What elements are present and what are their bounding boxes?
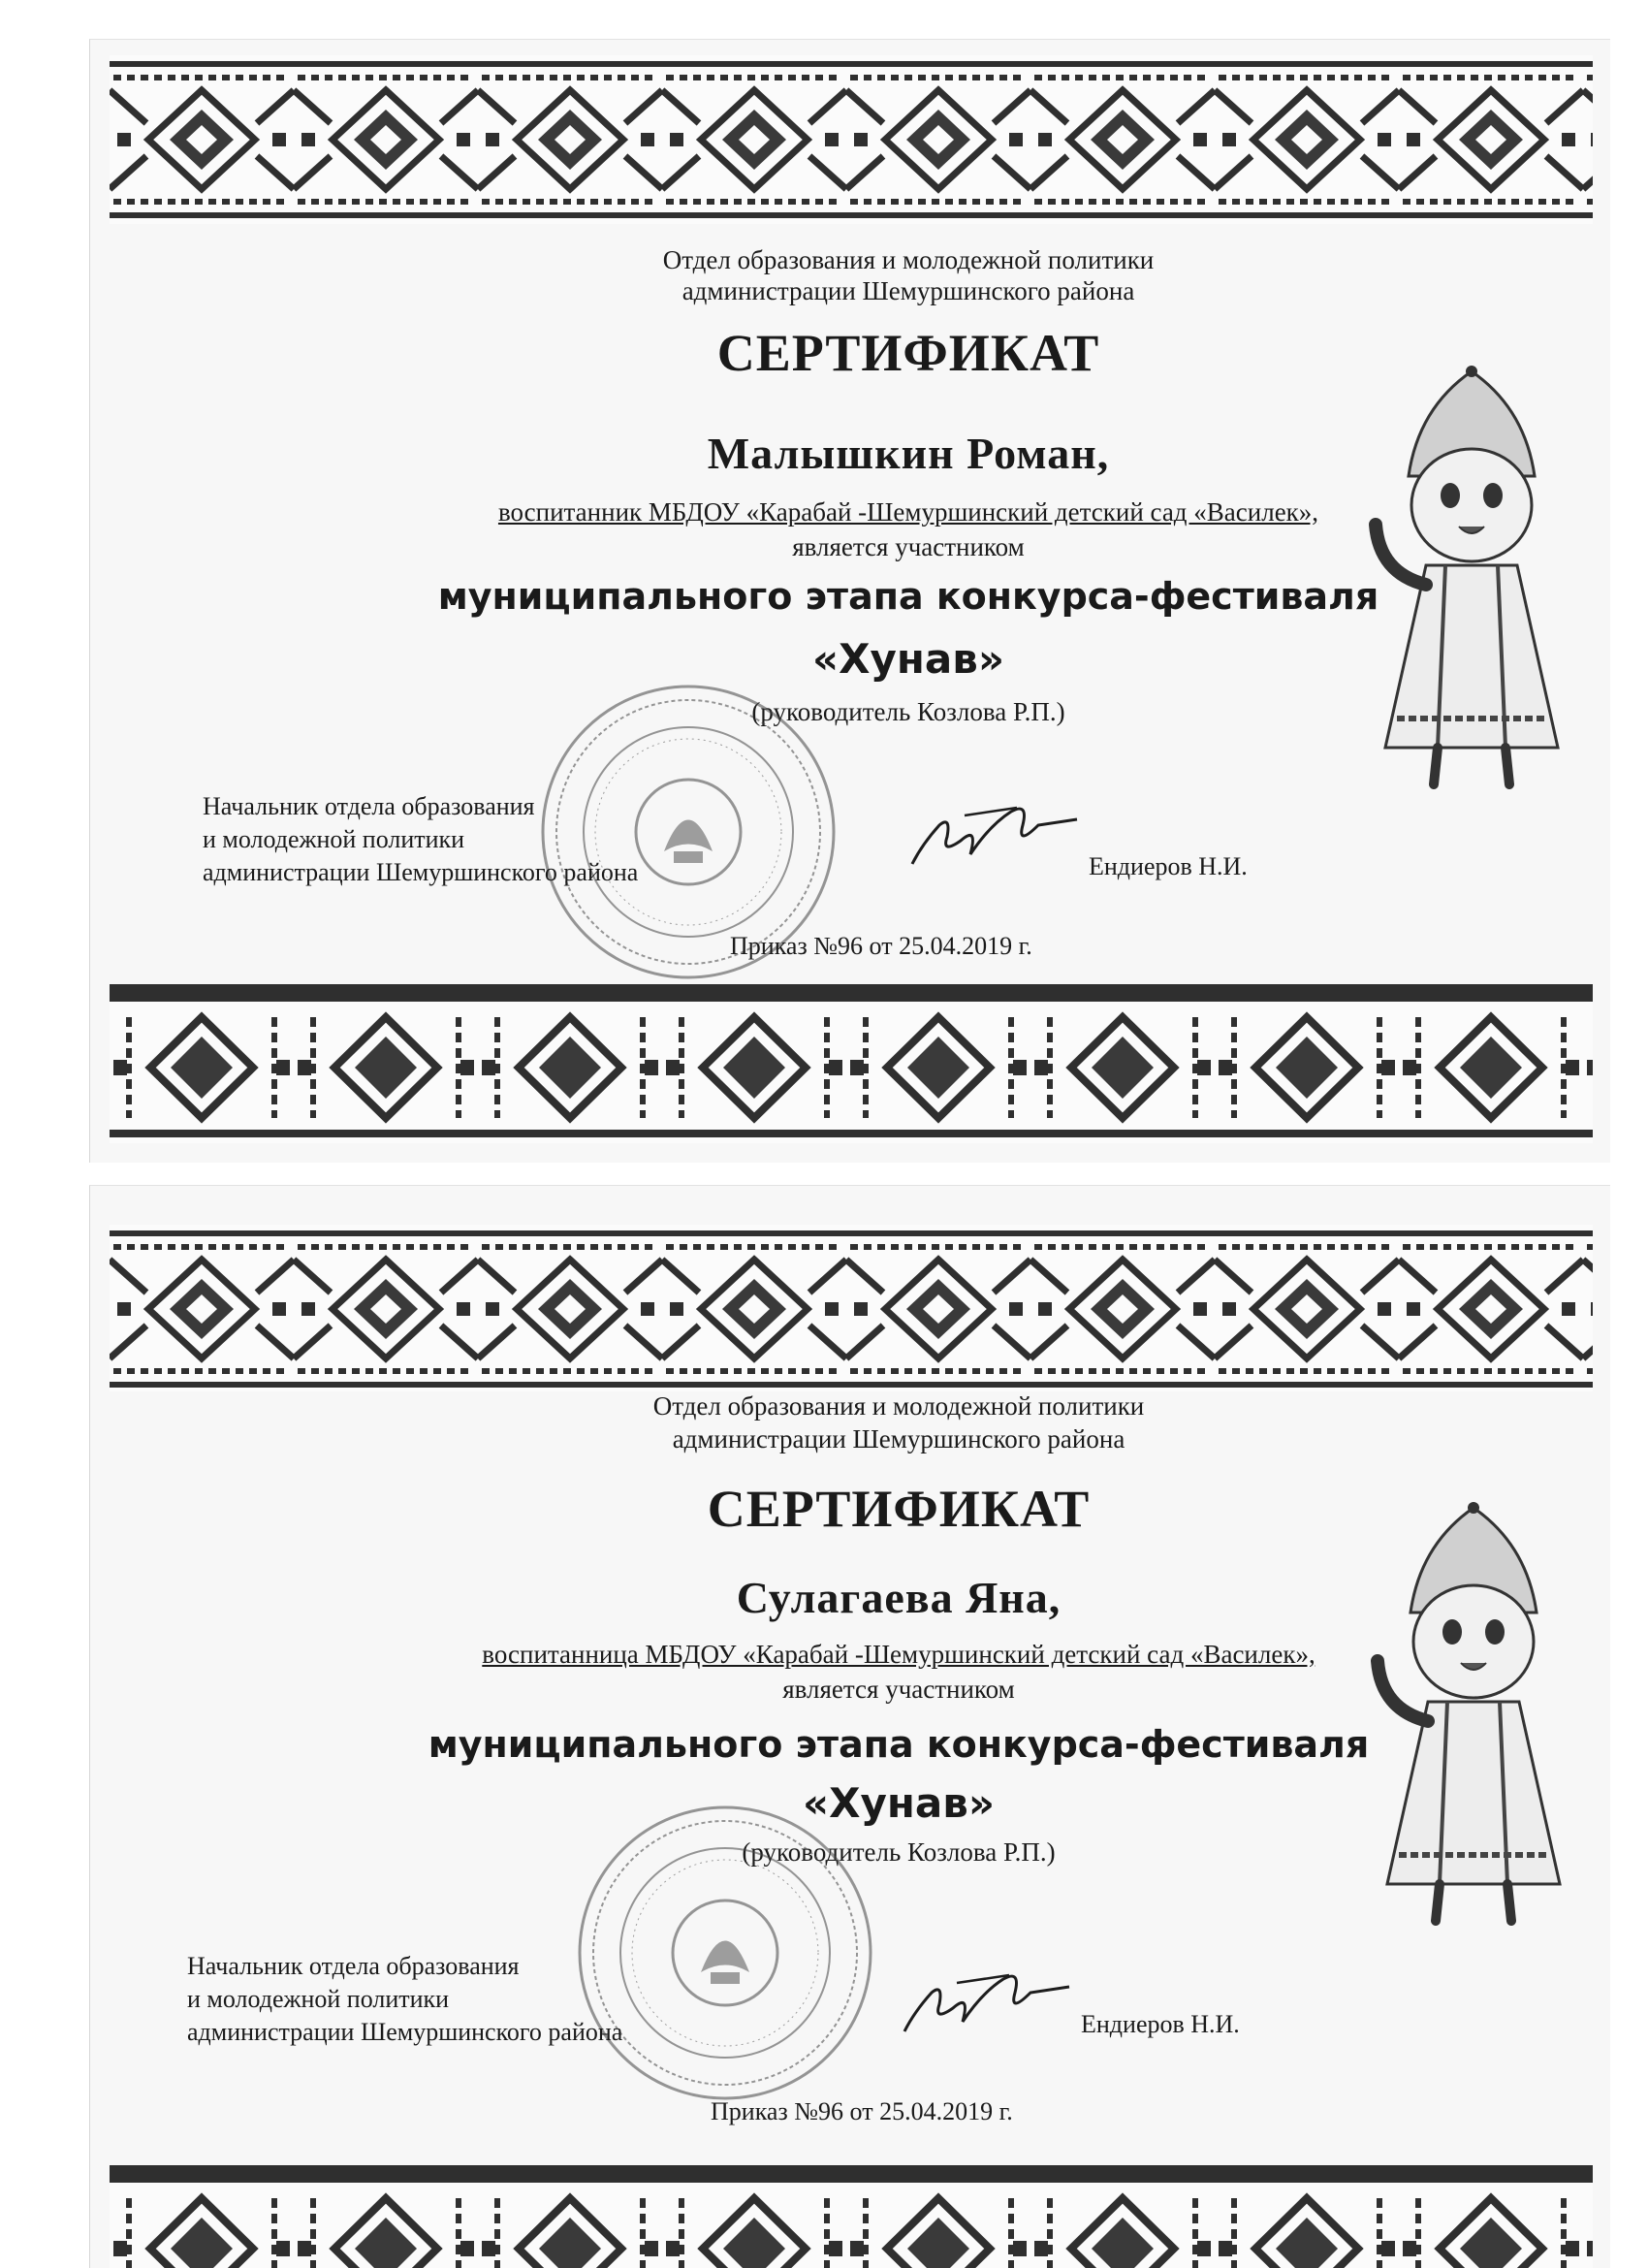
event-line: муниципального этапа конкурса-фестиваля	[437, 575, 1379, 618]
head-line-2: и молодежной политики	[187, 1985, 450, 2013]
supervisor-line: (руководитель Козлова Р.П.)	[751, 697, 1065, 726]
head-line-3: администрации Шемуршинского района	[203, 858, 639, 886]
chuvash-girl-mascot	[1352, 1496, 1595, 1933]
handwritten-signature	[903, 786, 1087, 874]
chuvash-girl-mascot	[1350, 360, 1593, 796]
certificate-2	[89, 1185, 1610, 2268]
festival-name: «Хунав»	[812, 635, 1004, 683]
certificate-title: СЕРТИФИКАТ	[707, 1480, 1091, 1538]
head-title-block	[203, 790, 638, 889]
supervisor-line: (руководитель Козлова Р.П.)	[742, 1837, 1056, 1867]
head-line-1: Начальник отдела образования	[187, 1952, 520, 1980]
org-line-1: Отдел образования и молодежной политики	[652, 1391, 1145, 1421]
ornament-pattern	[110, 984, 1593, 1143]
signer-name: Ендиеров Н.И.	[1081, 2010, 1240, 2038]
handwritten-signature	[895, 1954, 1079, 2041]
ornament-band-top	[110, 55, 1593, 224]
ornament-pattern	[110, 55, 1593, 224]
signer-name: Ендиеров Н.И.	[1089, 852, 1248, 880]
certificate-1	[89, 39, 1610, 1163]
recipient-name: Сулагаева Яна,	[736, 1573, 1062, 1622]
head-line-3: администрации Шемуршинского района	[187, 2018, 623, 2046]
ornament-band-bottom	[110, 984, 1593, 1143]
order-line: Приказ №96 от 25.04.2019 г.	[711, 2097, 1013, 2125]
org-line-2: администрации Шемуршинского района	[681, 276, 1135, 305]
head-line-2: и молодежной политики	[203, 825, 465, 853]
ornament-pattern	[110, 2165, 1593, 2268]
participant-line: является участником	[782, 1675, 1015, 1704]
participant-line: является участником	[792, 532, 1025, 561]
certificate-title: СЕРТИФИКАТ	[716, 324, 1100, 382]
ornament-band-bottom	[110, 2165, 1593, 2268]
event-line: муниципального этапа конкурса-фестиваля	[428, 1723, 1370, 1766]
ornament-band-top	[110, 1225, 1593, 1391]
org-line-2: администрации Шемуршинского района	[672, 1424, 1125, 1453]
head-line-1: Начальник отдела образования	[203, 792, 535, 820]
pupil-line: воспитанник МБДОУ «Карабай -Шемуршинский детский сад «Василек»,	[497, 497, 1319, 527]
org-line-1: Отдел образования и молодежной политики	[662, 245, 1155, 274]
pupil-line: воспитанница МБДОУ «Карабай -Шемуршинский детский сад «Василек»,	[482, 1640, 1315, 1669]
order-line: Приказ №96 от 25.04.2019 г.	[730, 932, 1032, 960]
head-title-block	[187, 1950, 622, 2049]
recipient-name: Малышкин Роман,	[707, 429, 1110, 478]
festival-name: «Хунав»	[803, 1779, 995, 1827]
ornament-pattern	[110, 1225, 1593, 1391]
